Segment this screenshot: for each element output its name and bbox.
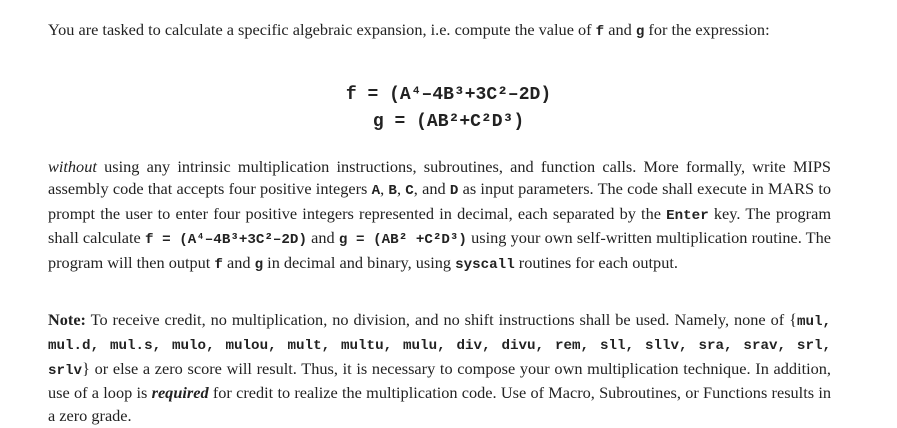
body-text-1: using any intrinsic multiplication instructions, subroutines, and function calls. More formally, write MIPS assembly code that accepts four positive integers (48, 157, 831, 199)
note-required: required (151, 383, 209, 403)
body-comma-1: , (380, 179, 389, 199)
intro-text: You are tasked to calculate a specific algebraic expansion, i.e. compute the value of (48, 20, 592, 39)
note-text-3: for credit to realize the multiplication code. Use of Macro, Subroutines, or Functions results in a zero grade. (48, 383, 831, 425)
param-d: D (449, 183, 459, 200)
enter-key: Enter (666, 207, 709, 224)
body-without: without (48, 157, 97, 176)
note-text-2: } or else a zero score will result. Thus, it is necessary to compose your own multiplication technique. In addition, use of a loop is (48, 358, 831, 403)
body-text-4: and (306, 228, 339, 248)
body-comma-3: , and (413, 179, 450, 199)
note-paragraph (48, 309, 831, 427)
note-label: Note: (48, 310, 86, 329)
body-text-7: in decimal and binary, using (263, 252, 456, 272)
syscall-keyword: syscall (455, 256, 515, 273)
equation-g-rhs: (AB²+C²D³) (416, 112, 525, 132)
intro-paragraph (48, 19, 831, 43)
body-text-8: routines for each output. (514, 252, 678, 272)
body-paragraph (48, 156, 831, 276)
output-g: g (254, 256, 264, 273)
intro-var-g: g (635, 24, 645, 40)
equation-g (0, 110, 897, 134)
inline-f-expression: f = (A⁴–4B³+3C²–2D) (144, 232, 307, 249)
intro-var-f: f (595, 24, 605, 40)
body-text-6: and (222, 252, 255, 272)
equation-f (0, 83, 897, 107)
equation-g-equals: = (394, 112, 406, 132)
equation-f-equals: = (367, 85, 379, 105)
param-b: B (388, 183, 397, 200)
body-comma-2: , (396, 179, 406, 199)
equation-f-rhs: (A⁴–4B³+3C²–2D) (389, 85, 552, 105)
param-a: A (371, 183, 381, 200)
param-c: C (405, 183, 414, 200)
body-text-2: as input parameters. The code shall execute in MARS to prompt the user to enter four positive integers represented in decimal, each separated by the (48, 179, 832, 223)
note-text-1: To receive credit, no multiplication, no division, and no shift instructions shall be used. Namely, none of { (85, 310, 797, 329)
body-text-5: using your own self-written multiplication routine. The program will then output (48, 228, 831, 272)
intro-tail: for the expression: (648, 20, 770, 39)
equation-f-lhs: f (345, 85, 357, 105)
output-f: f (214, 256, 223, 273)
equation-g-lhs: g (372, 112, 384, 132)
intro-and: and (608, 20, 632, 39)
body-text-3: key. The program shall calculate (48, 203, 831, 248)
forbidden-instructions: mul, mul.d, mul.s, mulo, mulou, mult, multu, mulu, div, divu, rem, sll, sllv, sra, srav, srl, srlv (48, 314, 831, 379)
inline-g-expression: g = (AB² +C²D³) (338, 232, 467, 249)
